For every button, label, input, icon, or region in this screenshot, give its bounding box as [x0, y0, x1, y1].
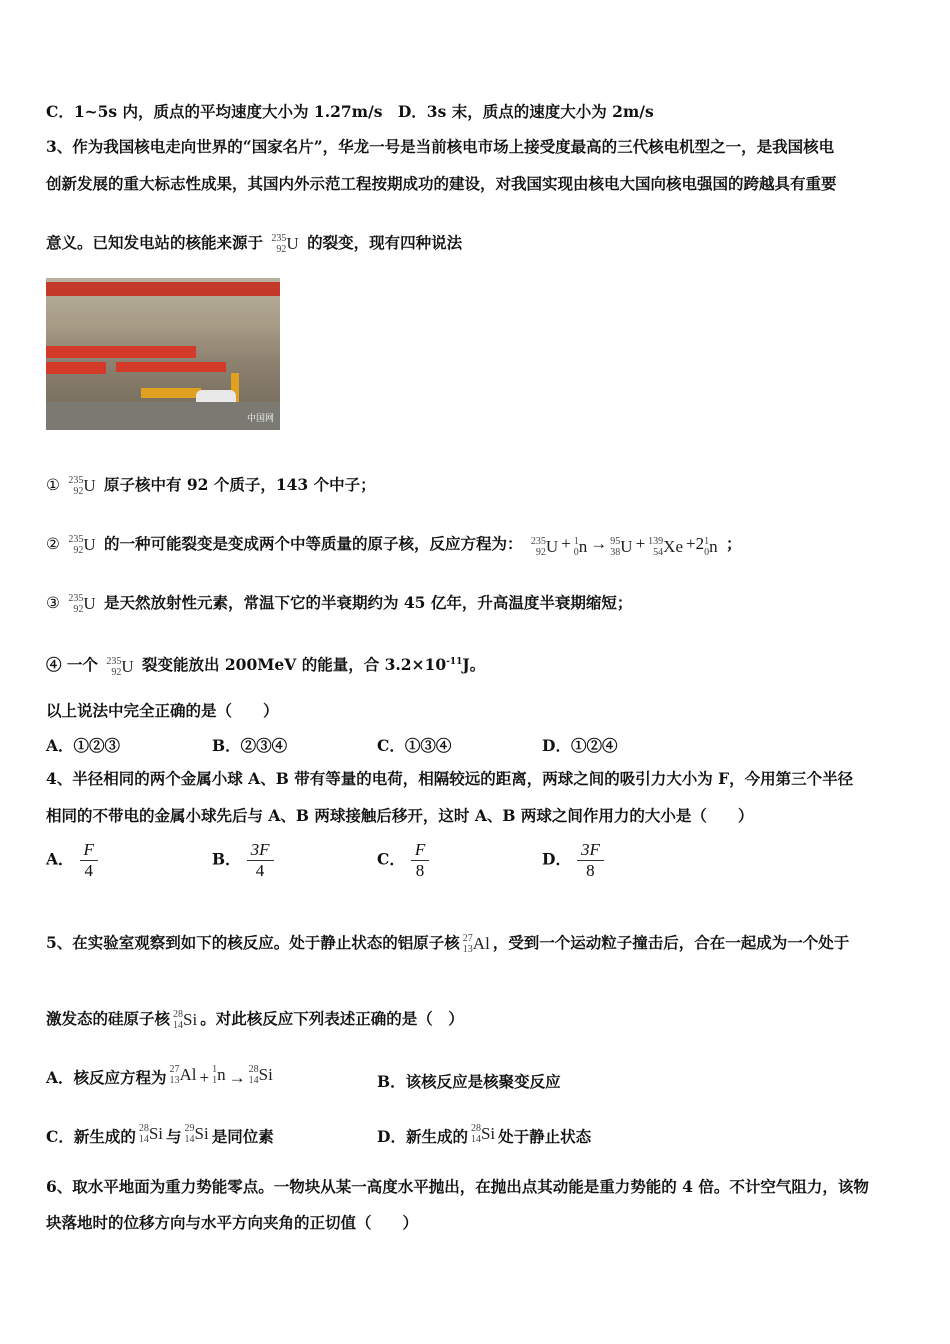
q3-stem-line-3: [46, 228, 906, 259]
q3-stem-text: 意义。已知发电站的核能来源于: [46, 233, 264, 252]
isotope-u235: 235 92U: [68, 534, 96, 557]
isotope-u235: 235 92U: [68, 475, 96, 498]
q3-stem-line-1: 3、作为我国核电走向世界的“国家名片”，华龙一号是当前核电市场上接受度最高的三代核电机型之一，是我国核电: [46, 137, 835, 156]
fraction-d: $\frac{3F}{8}$: [577, 840, 604, 881]
q4-option-c[interactable]: C． $\frac{F}{8}$: [377, 840, 429, 881]
q5-stem-line-1: 5、在实验室观察到如下的核反应。处于静止状态的铝原子核 27 13Al ，受到一个运动粒子撞击后，合在一起成为一个处于: [46, 928, 906, 959]
q3-statement-3: ③ 235 92U 是天然放射性元素，常温下它的半衰期约为 45 亿年，升高温度半衰期缩短；: [46, 588, 906, 619]
q2-option-d: D．3s 末，质点的速度大小为 2m/s: [397, 102, 654, 121]
nuclear-plant-construction-photo: [46, 278, 280, 430]
q5-option-a[interactable]: A．核反应方程为 27 13Al + 1 1n → 28 14Si: [46, 1064, 273, 1087]
q3-option-a[interactable]: A．①②③: [46, 736, 121, 755]
q2-option-c: C．1~5s 内，质点的平均速度大小为 1.27m/s: [46, 102, 383, 121]
q3-stem-line-2: 创新发展的重大标志性成果，其国内外示范工程按期成功的建设，对我国实现由核电大国向核电强国的跨越具有重要: [46, 174, 837, 193]
q2-options-line: [46, 101, 906, 123]
isotope-al27: 27 13Al: [462, 933, 490, 956]
q4-stem-line-1: 4、半径相同的两个金属小球 A、B 带有等量的电荷，相隔较远的距离，两球之间的吸引力大小为 F，今用第三个半径: [46, 769, 854, 788]
q6-stem-line-1: 6、取水平地面为重力势能零点。一物块从某一高度水平抛出，在抛出点其动能是重力势能的 4 倍。不计空气阻力，该物: [46, 1177, 869, 1196]
photo-watermark: 中国网: [246, 414, 274, 424]
q3-stem-text-end: 的裂变，现有四种说法: [307, 233, 463, 252]
isotope-u235: 235 92U: [271, 233, 299, 256]
fraction-c: $\frac{F}{8}$: [411, 840, 429, 881]
q4-option-b[interactable]: B． $\frac{3F}{4}$: [212, 840, 274, 881]
q5-option-d[interactable]: D．新生成的 28 14Si 处于静止状态: [377, 1123, 592, 1146]
q3-statement-1: ① 235 92U 原子核中有 92 个质子，143 个中子；: [46, 470, 906, 501]
isotope-si28: 28 14Si: [173, 1009, 198, 1032]
q3-option-c[interactable]: C．①③④: [377, 736, 452, 755]
q4-option-d[interactable]: D． $\frac{3F}{8}$: [542, 840, 604, 881]
q3-statement-4: ④ 一个 235 92U 裂变能放出 200MeV 的能量，合 $3.2\times 10^{-11}J$。: [46, 647, 906, 681]
fraction-a: $\frac{F}{4}$: [80, 840, 98, 881]
q3-option-b[interactable]: B．②③④: [212, 736, 288, 755]
q5-option-c[interactable]: C．新生成的 28 14Si 与 29 14Si 是同位素: [46, 1123, 274, 1146]
q3-statement-2: ② 235 92U 的一种可能裂变是变成两个中等质量的原子核，反应方程为： 235 92U + 1 0n → 95 38U + 139 54Xe +21 0n ；: [46, 529, 906, 561]
isotope-u235: 235 92U: [106, 655, 134, 678]
q6-stem-line-2: 块落地时的位移方向与水平方向夹角的正切值（ ）: [46, 1213, 419, 1232]
fission-equation: 235 92U + 1 0n → 95 38U + 139 54Xe +21 0n: [530, 534, 718, 558]
q4-stem-line-2: 相同的不带电的金属小球先后与 A、B 两球接触后移开，这时 A、B 两球之间作用力的大小是（ ）: [46, 806, 754, 825]
q5-option-b[interactable]: B．该核反应是核聚变反应: [377, 1072, 561, 1091]
q5-stem-line-2: 激发态的硅原子核 28 14Si 。对此核反应下列表述正确的是（ ）: [46, 1004, 906, 1035]
q3-question: 以上说法中完全正确的是（ ）: [46, 701, 279, 720]
q3-option-d[interactable]: D．①②④: [542, 736, 618, 755]
isotope-u235: 235 92U: [68, 593, 96, 616]
fraction-b: $\frac{3F}{4}$: [247, 840, 274, 881]
q4-option-a[interactable]: A． $\frac{F}{4}$: [46, 840, 98, 881]
